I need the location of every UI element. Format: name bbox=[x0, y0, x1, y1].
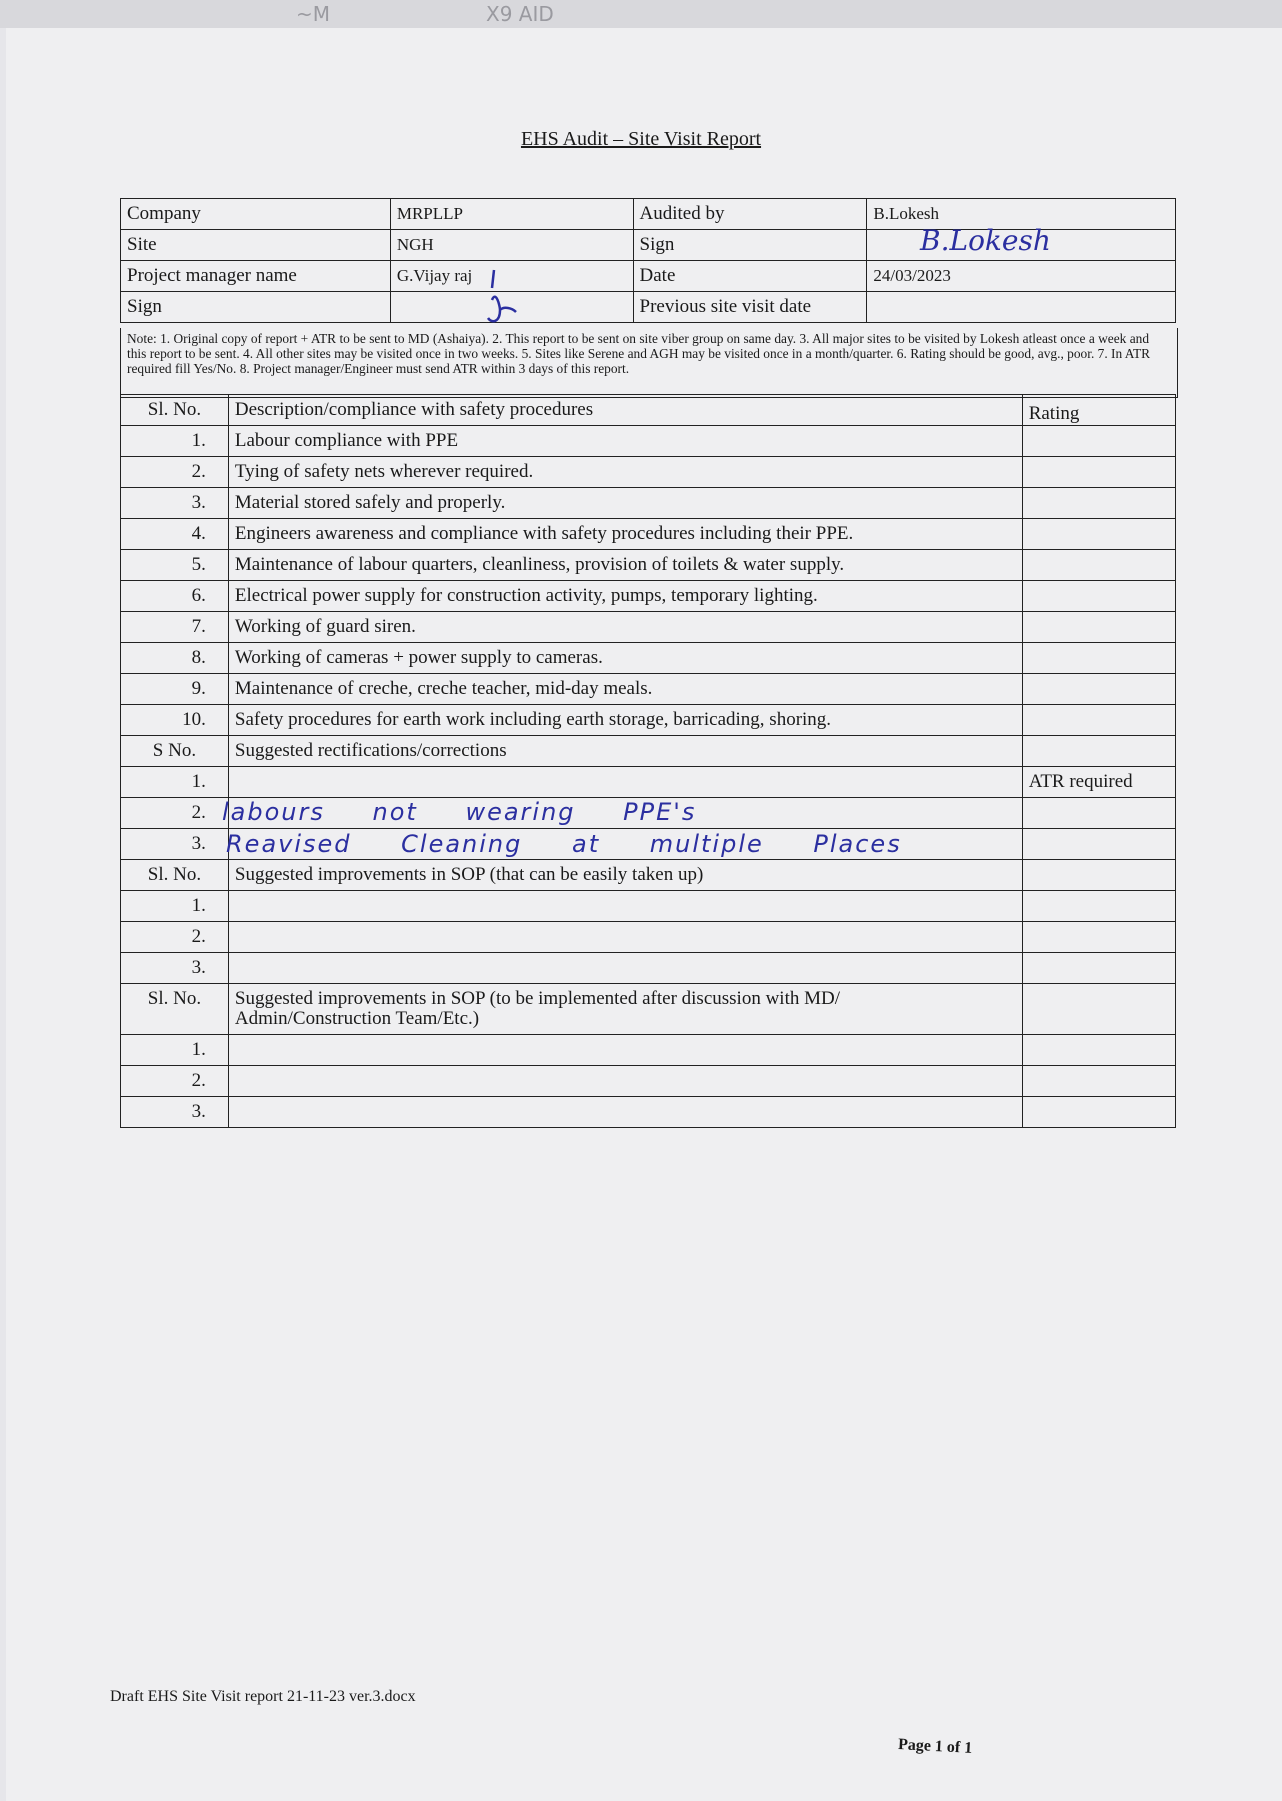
rating-cell[interactable] bbox=[1022, 643, 1175, 674]
sop-easy-side-cell[interactable] bbox=[1022, 922, 1175, 953]
sop-easy-side-cell[interactable] bbox=[1022, 891, 1175, 922]
rating-cell[interactable] bbox=[1022, 519, 1175, 550]
audited-by-value: B.Lokesh bbox=[867, 199, 1176, 230]
rating-cell[interactable] bbox=[1022, 457, 1175, 488]
row-description: Working of cameras + power supply to cameras. bbox=[228, 643, 1022, 674]
row-description: Labour compliance with PPE bbox=[228, 426, 1022, 457]
atr-cell[interactable] bbox=[1022, 798, 1175, 829]
compliance-row bbox=[121, 643, 1176, 674]
sop-easy-row bbox=[121, 891, 1176, 922]
s-no-header: S No. bbox=[121, 736, 229, 767]
company-label: Company bbox=[121, 199, 391, 230]
site-label: Site bbox=[121, 230, 391, 261]
site-value: NGH bbox=[390, 230, 633, 261]
sl-no-header: Sl. No. bbox=[121, 860, 229, 891]
compliance-table bbox=[120, 394, 1176, 1128]
compliance-row bbox=[121, 426, 1176, 457]
row-number: 1. bbox=[121, 891, 229, 922]
compliance-row bbox=[121, 457, 1176, 488]
auditor-sign-label: Sign bbox=[633, 230, 867, 261]
instructions-note: Note: 1. Original copy of report + ATR to be sent to MD (Ashaiya). 2. This report to be sent on site viber group on same day. 3. All major sites to be visited by Lokesh atleast once a week and this report to be sent. 4. All other sites may be visited once in two weeks. 5. Sites like Serene and AGH may be visited once in a month/quarter. 6. Rating should be good, avg., poor. 7. In ATR required fill Yes/No. 8. Project manager/Engineer must send ATR within 3 days of this report. bbox=[120, 328, 1178, 398]
compliance-row bbox=[121, 674, 1176, 705]
row-number: 1. bbox=[121, 767, 229, 798]
sop-easy-header: Suggested improvements in SOP (that can be easily taken up) bbox=[228, 860, 1022, 891]
auditor-signature: B.Lokesh bbox=[920, 224, 1051, 257]
compliance-row bbox=[121, 488, 1176, 519]
sop-easy-row bbox=[121, 922, 1176, 953]
date-label: Date bbox=[633, 261, 867, 292]
footer-filename: Draft EHS Site Visit report 21-11-23 ver.3.docx bbox=[110, 1688, 416, 1705]
sop-discussion-header bbox=[228, 984, 1022, 1035]
sop-discussion-cell[interactable] bbox=[228, 1066, 1022, 1097]
header-table bbox=[120, 198, 1176, 323]
sop-easy-row bbox=[121, 953, 1176, 984]
sop-easy-spacer bbox=[1022, 860, 1175, 891]
rating-cell[interactable] bbox=[1022, 581, 1175, 612]
rectification-row bbox=[121, 767, 1176, 798]
sop-discussion-header-line2: Admin/Construction Team/Etc.) bbox=[234, 1008, 480, 1029]
row-number: 3. bbox=[121, 1097, 229, 1128]
bleed-through-mark: X9 AID bbox=[486, 2, 554, 26]
row-description: Safety procedures for earth work including earth storage, barricading, shoring. bbox=[228, 705, 1022, 736]
handwritten-rectification-2: Reavised Cleaning at multiple Places bbox=[226, 830, 902, 858]
rating-cell[interactable] bbox=[1022, 426, 1175, 457]
sl-no-header: Sl. No. bbox=[121, 984, 229, 1035]
row-number: 9. bbox=[121, 674, 229, 705]
row-number: 4. bbox=[121, 519, 229, 550]
row-description: Electrical power supply for construction activity, pumps, temporary lighting. bbox=[228, 581, 1022, 612]
prev-visit-label: Previous site visit date bbox=[633, 292, 867, 323]
compliance-row bbox=[121, 581, 1176, 612]
compliance-row bbox=[121, 519, 1176, 550]
atr-cell[interactable] bbox=[1022, 829, 1175, 860]
row-number: 6. bbox=[121, 581, 229, 612]
company-value: MRPLLP bbox=[390, 199, 633, 230]
row-number: 2. bbox=[121, 457, 229, 488]
atr-required-header: ATR required bbox=[1022, 767, 1175, 798]
row-number: 1. bbox=[121, 426, 229, 457]
row-description: Maintenance of creche, creche teacher, mid-day meals. bbox=[228, 674, 1022, 705]
rectifications-header-row bbox=[121, 736, 1176, 767]
rating-cell[interactable] bbox=[1022, 612, 1175, 643]
compliance-row bbox=[121, 612, 1176, 643]
rectification-cell[interactable] bbox=[228, 767, 1022, 798]
row-number: 7. bbox=[121, 612, 229, 643]
pm-label: Project manager name bbox=[121, 261, 391, 292]
sop-easy-side-cell[interactable] bbox=[1022, 953, 1175, 984]
rating-cell[interactable] bbox=[1022, 674, 1175, 705]
row-number: 8. bbox=[121, 643, 229, 674]
date-value: 24/03/2023 bbox=[867, 261, 1176, 292]
audited-by-label: Audited by bbox=[633, 199, 867, 230]
description-header: Description/compliance with safety procedures bbox=[228, 395, 1022, 426]
row-description: Material stored safely and properly. bbox=[228, 488, 1022, 519]
row-number: 5. bbox=[121, 550, 229, 581]
sop-easy-cell[interactable] bbox=[228, 953, 1022, 984]
row-number: 3. bbox=[121, 829, 229, 860]
rating-cell[interactable] bbox=[1022, 705, 1175, 736]
sop-easy-cell[interactable] bbox=[228, 891, 1022, 922]
atr-spacer bbox=[1022, 736, 1175, 767]
sop-easy-header-row bbox=[121, 860, 1176, 891]
compliance-header-row bbox=[121, 395, 1176, 426]
row-description: Maintenance of labour quarters, cleanliness, provision of toilets & water supply. bbox=[228, 550, 1022, 581]
row-number: 3. bbox=[121, 488, 229, 519]
compliance-row bbox=[121, 705, 1176, 736]
sop-easy-cell[interactable] bbox=[228, 922, 1022, 953]
pm-signature-mark bbox=[486, 266, 526, 326]
sop-discussion-row bbox=[121, 1035, 1176, 1066]
rating-header: Rating bbox=[1022, 395, 1175, 426]
compliance-row bbox=[121, 550, 1176, 581]
sop-discussion-side-cell[interactable] bbox=[1022, 1097, 1175, 1128]
pm-value: G.Vijay raj bbox=[390, 261, 633, 292]
row-description: Tying of safety nets wherever required. bbox=[228, 457, 1022, 488]
sop-discussion-row bbox=[121, 1066, 1176, 1097]
row-number: 1. bbox=[121, 1035, 229, 1066]
bleed-through-mark: ~M bbox=[296, 2, 331, 26]
rating-cell[interactable] bbox=[1022, 488, 1175, 519]
sop-discussion-cell[interactable] bbox=[228, 1035, 1022, 1066]
rating-cell[interactable] bbox=[1022, 550, 1175, 581]
sop-discussion-side-cell[interactable] bbox=[1022, 1035, 1175, 1066]
sop-discussion-cell[interactable] bbox=[228, 1097, 1022, 1128]
row-description: Working of guard siren. bbox=[228, 612, 1022, 643]
page-number: Page 1 of 1 bbox=[897, 1736, 973, 1757]
sop-discussion-header-row bbox=[121, 984, 1176, 1035]
sl-no-header: Sl. No. bbox=[121, 395, 229, 426]
row-number: 2. bbox=[121, 922, 229, 953]
page-top-edge bbox=[0, 0, 1282, 28]
row-number: 2. bbox=[121, 798, 229, 829]
row-number: 10. bbox=[121, 705, 229, 736]
rectifications-header: Suggested rectifications/corrections bbox=[228, 736, 1022, 767]
pm-sign-label: Sign bbox=[121, 292, 391, 323]
sop-discussion-row bbox=[121, 1097, 1176, 1128]
sop-discussion-spacer bbox=[1022, 984, 1175, 1035]
handwritten-rectification-1: labours not wearing PPE's bbox=[222, 798, 697, 826]
sop-discussion-side-cell[interactable] bbox=[1022, 1066, 1175, 1097]
document-title: EHS Audit – Site Visit Report bbox=[520, 128, 762, 150]
row-number: 3. bbox=[121, 953, 229, 984]
row-description: Engineers awareness and compliance with safety procedures including their PPE. bbox=[228, 519, 1022, 550]
prev-visit-value bbox=[867, 292, 1176, 323]
row-number: 2. bbox=[121, 1066, 229, 1097]
sop-discussion-header-line1: Suggested improvements in SOP (to be implemented after discussion with MD/ bbox=[234, 988, 840, 1009]
